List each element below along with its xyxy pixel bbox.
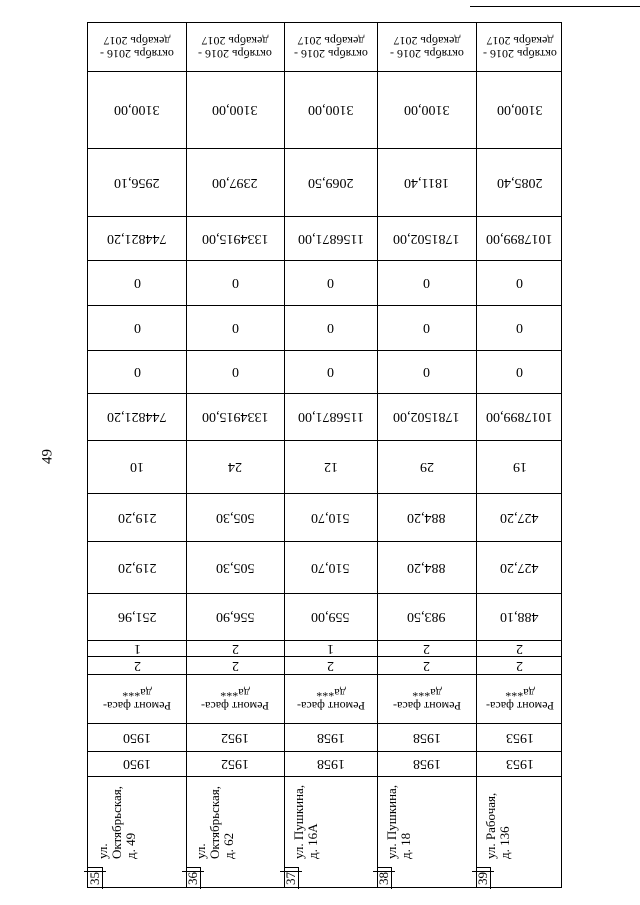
cost-limit-value: 3100,00 [307,102,354,117]
address-line: д. 62 [221,832,236,859]
cell-fund-region [88,350,186,393]
cell-year-commission [186,723,284,751]
cell-year-commission [476,723,563,751]
entrances-value: 2 [423,640,430,656]
cell-work-type [186,674,284,723]
residents-value: 12 [323,459,338,474]
area-living-value: 884,20 [407,509,446,525]
fund-other-value: 0 [133,275,141,290]
address-line: Октябрьская, [109,786,124,859]
cell-area-total [377,593,476,640]
period-text [100,34,174,60]
row-number: 36 [182,871,204,885]
cell-work-type [88,674,186,723]
year-commission-value: 1958 [412,729,441,745]
number-top-rule [476,867,490,868]
area-residential-value: 510,70 [311,559,350,575]
year-built-value: 1953 [505,756,534,771]
number-divider [298,867,299,889]
work-type-line: да*** [315,685,346,700]
fund-owners-value: 1781502,00 [393,409,460,424]
area-total-value: 251,96 [117,609,157,624]
work-type-line: да*** [504,685,535,700]
cell-residents [186,440,284,493]
cell-total-cost [186,216,284,260]
address-line: ул. [193,843,208,859]
fund-local-value: 0 [516,320,523,335]
floors-value: 2 [327,657,334,673]
row-number: 35 [84,871,106,885]
cell-year-built [284,751,377,776]
cell-address [284,776,377,889]
cell-unit-cost [284,148,377,216]
cell-fund-region [476,350,563,393]
cell-fund-local [476,305,563,350]
floors-value: 2 [231,657,239,673]
number-top-rule [88,867,102,868]
floors-value: 2 [516,657,523,673]
cell-entrances [476,640,563,656]
cell-fund-other [476,260,563,305]
cell-area-living [476,493,563,541]
cell-area-residential [88,541,186,593]
cell-fund-owners [186,393,284,440]
cell-unit-cost [476,148,563,216]
cell-cost-limit [186,71,284,148]
residents-value: 10 [130,459,144,474]
unit-cost-value: 2397,00 [212,174,258,190]
cell-total-cost [88,216,186,260]
fund-other-value: 0 [327,275,334,290]
cost-limit-value: 3100,00 [212,102,258,117]
cell-residents [284,440,377,493]
cell-unit-cost [186,148,284,216]
cell-cost-limit [476,71,563,148]
fund-region-value: 0 [423,364,430,379]
data-table [87,22,562,888]
address-line: ул. Рабочая, [483,792,498,859]
cell-area-residential [284,541,377,593]
cell-year-built [88,751,186,776]
cell-area-total [284,593,377,640]
address-line: д. 136 [497,826,512,859]
fund-region-value: 0 [133,364,141,379]
cell-unit-cost [88,148,186,216]
cell-fund-local [88,305,186,350]
total-cost-value: 1017899,00 [486,230,553,246]
residents-value: 29 [419,459,434,474]
total-cost-value: 1781502,00 [393,230,460,246]
fund-local-value: 0 [423,320,430,335]
fund-region-value: 0 [231,364,239,379]
floors-value: 2 [133,657,141,673]
work-type-line: Ремонт фаса- [392,698,461,713]
cell-fund-region [284,350,377,393]
fund-region-value: 0 [516,364,523,379]
period-line: декабрь 2017 [393,34,460,48]
residents-value: 19 [512,459,527,474]
cell-year-commission [377,723,476,751]
cell-fund-other [186,260,284,305]
row-number: 37 [280,871,302,885]
cell-period [284,23,377,71]
cell-address [476,776,563,889]
work-type-line: да*** [411,685,442,700]
cell-fund-owners [284,393,377,440]
cell-year-commission [284,723,377,751]
cell-floors [476,656,563,674]
cell-area-residential [476,541,563,593]
area-total-value: 556,90 [215,609,255,624]
work-type-text [103,686,171,712]
period-line: декабрь 2017 [297,34,364,48]
cell-floors [377,656,476,674]
cell-year-built [186,751,284,776]
entrances-value: 1 [327,640,334,656]
total-cost-value: 1156871,00 [297,230,364,246]
cell-cost-limit [377,71,476,148]
cell-period [476,23,563,71]
cell-fund-region [186,350,284,393]
cell-cost-limit [284,71,377,148]
unit-cost-value: 2956,10 [114,174,160,190]
area-living-value: 219,20 [117,509,157,525]
address-text [385,785,413,859]
fund-owners-value: 744821,20 [107,409,167,424]
year-built-value: 1950 [123,756,151,771]
cell-area-living [377,493,476,541]
cell-fund-owners [88,393,186,440]
cell-fund-other [377,260,476,305]
area-residential-value: 219,20 [117,559,157,575]
cell-work-type [284,674,377,723]
area-total-value: 488,10 [500,609,539,624]
cell-year-built [476,751,563,776]
cell-total-cost [377,216,476,260]
period-text [294,34,368,60]
address-line: ул. Пушкина, [384,784,399,859]
top-rule [470,6,640,7]
number-top-rule [377,867,391,868]
total-cost-value: 744821,20 [107,230,167,246]
cost-limit-value: 3100,00 [403,102,450,117]
area-total-value: 983,50 [407,609,446,624]
fund-region-value: 0 [327,364,334,379]
period-text [198,34,272,60]
year-commission-value: 1950 [123,729,151,745]
cell-area-living [186,493,284,541]
row-number: 39 [472,871,494,885]
cell-residents [476,440,563,493]
work-type-line: Ремонт фаса- [103,698,171,713]
cell-residents [377,440,476,493]
area-residential-value: 427,20 [500,559,539,575]
cell-entrances [186,640,284,656]
cell-area-total [186,593,284,640]
cell-period [377,23,476,71]
cell-fund-other [284,260,377,305]
number-divider [102,867,103,889]
cell-fund-local [186,305,284,350]
fund-owners-value: 1017899,00 [486,409,553,424]
area-living-value: 510,70 [311,509,350,525]
work-type-line: да*** [122,685,152,700]
work-type-line: Ремонт фаса- [296,698,365,713]
cell-address [186,776,284,889]
cell-total-cost [476,216,563,260]
cell-fund-region [377,350,476,393]
fund-owners-value: 1334915,00 [201,409,269,424]
year-commission-value: 1958 [316,729,345,745]
area-residential-value: 884,20 [407,559,446,575]
row-number: 38 [373,871,395,885]
cell-floors [88,656,186,674]
entrances-value: 2 [516,640,523,656]
cell-year-commission [88,723,186,751]
address-line: д. 18 [398,832,413,859]
number-top-rule [186,867,200,868]
fund-other-value: 0 [423,275,430,290]
cell-period [88,23,186,71]
cell-entrances [88,640,186,656]
year-built-value: 1952 [221,756,249,771]
address-text [96,786,138,859]
cost-limit-value: 3100,00 [496,102,543,117]
entrances-value: 2 [231,640,239,656]
cell-total-cost [284,216,377,260]
work-type-line: Ремонт фаса- [485,698,554,713]
period-line: октябрь 2016 - [293,47,368,61]
work-type-text [201,686,269,712]
period-line: октябрь 2016 - [100,47,174,61]
cell-period [186,23,284,71]
cell-area-living [88,493,186,541]
period-line: октябрь 2016 - [198,47,272,61]
cell-fund-owners [377,393,476,440]
entrances-value: 1 [133,640,141,656]
fund-local-value: 0 [133,320,141,335]
cell-unit-cost [377,148,476,216]
cell-fund-local [284,305,377,350]
cell-fund-owners [476,393,563,440]
cell-residents [88,440,186,493]
period-line: октябрь 2016 - [389,47,464,61]
fund-local-value: 0 [327,320,334,335]
area-living-value: 427,20 [500,509,539,525]
work-type-line: да*** [220,685,250,700]
cell-work-type [377,674,476,723]
cell-area-total [88,593,186,640]
cell-address [88,776,186,889]
address-line: д. 16А [305,823,320,859]
cell-entrances [284,640,377,656]
fund-other-value: 0 [231,275,239,290]
work-type-text [297,686,365,712]
residents-value: 24 [228,459,242,474]
address-text [292,785,320,859]
year-built-value: 1958 [412,756,441,771]
cell-fund-other [88,260,186,305]
number-divider [391,867,392,889]
cell-area-total [476,593,563,640]
area-residential-value: 505,30 [215,559,255,575]
fund-local-value: 0 [231,320,239,335]
unit-cost-value: 2085,40 [496,174,543,190]
fund-other-value: 0 [516,275,523,290]
address-line: ул. Пушкина, [291,784,306,859]
cost-limit-value: 3100,00 [114,102,160,117]
period-line: декабрь 2017 [103,34,171,48]
cell-fund-local [377,305,476,350]
fund-owners-value: 1156871,00 [297,409,364,424]
cell-entrances [377,640,476,656]
work-type-text [486,686,554,712]
work-type-text [393,686,461,712]
period-text [483,34,557,60]
number-divider [200,867,201,889]
cell-address [377,776,476,889]
area-living-value: 505,30 [215,509,255,525]
address-line: Октябрьская, [207,786,222,859]
address-line: д. 49 [123,832,138,859]
address-text [194,786,236,859]
year-commission-value: 1953 [505,729,534,745]
unit-cost-value: 2069,50 [307,174,354,190]
cell-work-type [476,674,563,723]
total-cost-value: 1334915,00 [201,230,269,246]
cell-area-living [284,493,377,541]
period-text [390,34,464,60]
address-line: ул. [95,843,110,859]
cell-year-built [377,751,476,776]
cell-cost-limit [88,71,186,148]
number-divider [490,867,491,889]
cell-floors [284,656,377,674]
area-total-value: 559,00 [311,609,350,624]
period-line: октябрь 2016 - [482,47,557,61]
unit-cost-value: 1811,40 [404,174,449,190]
period-line: декабрь 2017 [201,34,269,48]
address-text [484,793,512,859]
floors-value: 2 [423,657,430,673]
cell-floors [186,656,284,674]
cell-area-residential [186,541,284,593]
year-built-value: 1958 [316,756,345,771]
period-line: декабрь 2017 [486,34,553,48]
number-top-rule [284,867,298,868]
work-type-line: Ремонт фаса- [201,698,269,713]
page-number: 49 [39,449,56,464]
year-commission-value: 1952 [221,729,249,745]
cell-area-residential [377,541,476,593]
